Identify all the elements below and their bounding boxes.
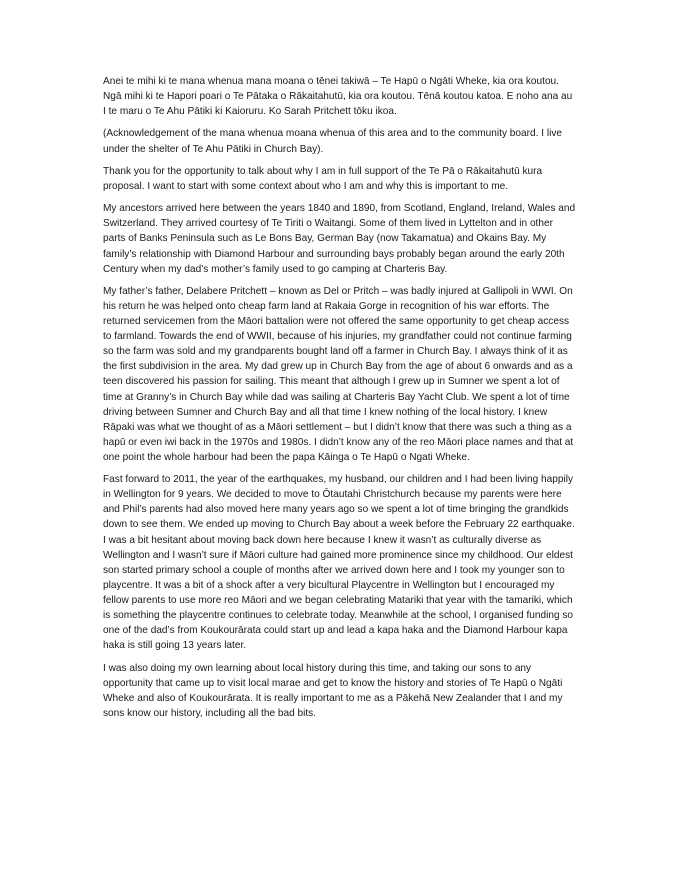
paragraph-2011: Fast forward to 2011, the year of the earthquakes, my husband, our children and I had been living happily in Wellington for 9 years. We decided to move to Ōtautahi Christchurch because my parents were here and Phil’s parents had also moved here many years ago so we spent a lot of time bringing the grandkids down to see them. We ended up moving to Church Bay about a week before the February 22 earthquake. I was a bit hesitant about moving back down here because I knew it wasn’t as culturally diverse as Wellington and I wasn’t sure if Māori culture had gained more prominence since my childhood. Our eldest son started primary school a couple of months after we arrived down here and I took my younger son to playcentre. It was a bit of a shock after a very bicultural Playcentre in Wellington but I encouraged my fellow parents to use more reo Māori and we began celebrating Matariki that year with the tamariki, which is something the playcentre continues to celebrate today. Meanwhile at the school, I organised funding so one of the dad’s from Koukourārata could start up and lead a kapa haka and the Diamond Harbour kapa haka is still going 13 years later. (103, 474, 575, 652)
paragraph-father: My father’s father, Delabere Pritchett – known as Del or Pritch – was badly injured at Gallipoli in WWI. On his return he was helped onto cheap farm land at Rakaia Gorge in recognition of his war efforts. The returned servicemen from the Māori battalion were not offered the same opportunity to get cheap access to farmland. Towards the end of WWII, because of his injuries, my grandfather could not continue farming so the farm was sold and my grandparents bought land off a farmer in Church Bay. I always think of it as the first subdivision in the area. My dad grew up in Church Bay from the age of about 6 onwards and as a teen discovered his passion for sailing. This meant that although I grew up in Sumner we spent a lot of time at Granny’s in Church Bay while dad was sailing at Charteris Bay Yacht Club. We spent a lot of time driving between Sumner and Church Bay and all that time I knew nothing of the local history. I knew Rāpaki was what we thought of as a Māori settlement – but I didn’t know that there was such a thing as a hapū or even iwi back in the 1970s and 1980s. I didn’t know any of the reo Māori place names and that at one point the whole harbour had been the papa Kāinga o Te Hapū o Ngati Wheke. (103, 285, 574, 463)
paragraph-thanks: Thank you for the opportunity to talk about why I am in full support of the Te Pā o Rākaitahutū kura proposal. I want to start with some context about who I am and why this is important to me. (103, 165, 543, 192)
paragraph-learning: I was also doing my own learning about local history during this time, and taking our sons to any opportunity that came up to visit local marae and get to know the history and stories of Te Hapū o Ngāti Wheke and also of Koukourārata. It is really important to me as a Pākehā New Zealander that I and my sons know our history, including all the bad bits. (103, 662, 563, 719)
paragraph-mihi: Anei te mihi ki te mana whenua mana moana o tēnei takiwā – Te Hapū o Ngāti Wheke, kia ora koutou. Ngā mihi ki te Hapori poari o Te Pātaka o Rākaitahutū, kia ora koutou. Tēnā koutou katoa. E noho ana au I te maru o Te Ahu Pātiki ki Kaioruru. Ko Sarah Pritchett tōku ikoa. (103, 76, 573, 118)
document-page (103, 74, 577, 728)
paragraph-acknowledgement: (Acknowledgement of the mana whenua moana whenua of this area and to the community board. I live under the shelter of Te Ahu Pātiki in Church Bay). (103, 128, 562, 155)
paragraph-ancestors: My ancestors arrived here between the years 1840 and 1890, from Scotland, England, Ireland, Wales and Switzerland. They arrived courtesy of Te Tiriti o Waitangi. Some of them lived in Lyttelton and in other parts of Banks Peninsula such as Le Bons Bay, German Bay (now Takamatua) and Okains Bay. My family’s relationship with Diamond Harbour and surrounding bays probably began around the early 20th Century when my dad’s mother’s family used to go camping at Charteris Bay. (103, 203, 576, 275)
